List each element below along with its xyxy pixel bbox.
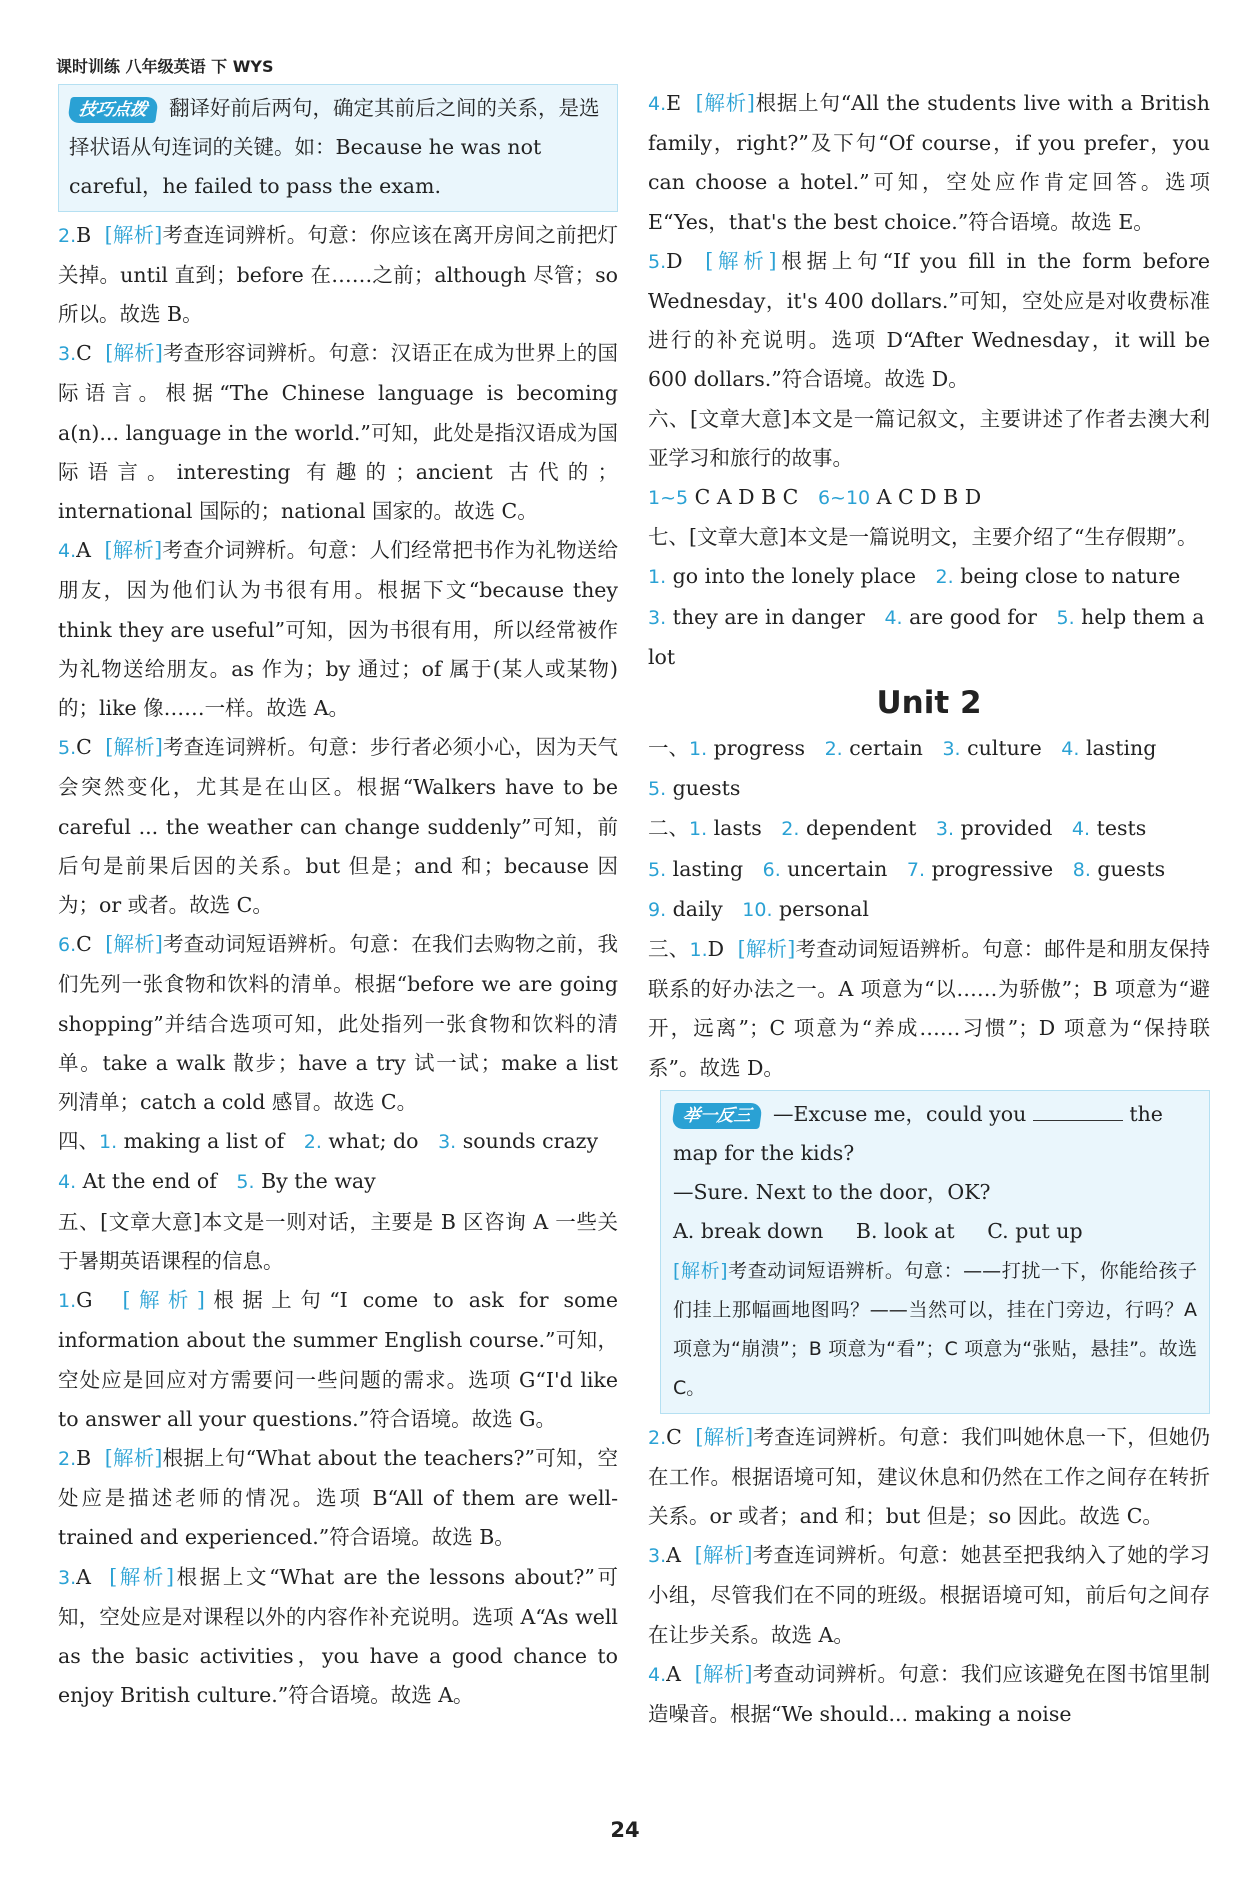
item-number: 4. [58,540,77,563]
item-number: 5. [1056,606,1075,629]
item-number: 4. [1071,818,1091,841]
answer-item [58,334,618,531]
answer-text: sounds crazy [456,1129,599,1154]
answer-item [648,84,1210,242]
answer-item [648,1418,1210,1537]
answer-text: go into the lonely place [666,564,916,589]
item-number: 8. [1072,858,1091,881]
answer-item [58,1558,618,1716]
tip-text: 翻译好前后两句，确定其前后之间的关系，是选择状语从句连词的关键。如：Because he was not careful，he failed to pass the exam. [69,96,600,199]
analysis-tag: [解析] [695,1424,754,1449]
item-number: 3. [648,1545,667,1568]
left-column [58,84,618,1715]
item-number: 1. [689,738,708,761]
item-number: 5. [648,858,667,881]
analysis-text: 考查动词短语辨析。句意：邮件是和朋友保持联系的好办法之一。A 项意为“以……为骄傲”；B 项意为“避开，远离”；C 项意为“养成……习惯”；D 项意为“保持联系”。故选 D。 [648,937,1211,1080]
answer-text: tests [1090,816,1147,841]
answer-line [648,850,1210,890]
answer-letter: B [76,222,105,247]
item-number: 6. [762,858,781,881]
answer-text: C A D B C [688,485,799,510]
analysis-tag: [解析] [694,1543,753,1568]
item-number: 3. [58,343,77,366]
analysis-tag: [解析] [104,1445,163,1470]
unit-heading: Unit 2 [876,685,982,722]
item-number: 4. [884,606,903,629]
answer-text: dependent [799,816,917,841]
item-number: 1~5 [648,487,689,510]
answer-item [58,728,618,925]
answer-text: certain [842,736,923,761]
answer-text: making a list of [117,1129,285,1154]
analysis-text: 考查连词辨析。句意：她甚至把我纳入了她的学习小组，尽管我们在不同的班级。根据语境可知，前后句之间存在让步关系。故选 A。 [648,1543,1210,1647]
analysis-tag: [解析] [105,735,163,760]
answer-line [648,598,1210,677]
item-number: 3. [438,1131,457,1154]
answer-text: guests [1090,856,1166,881]
analysis-tag: [解析] [695,91,755,115]
option: A. break down [673,1219,824,1244]
analysis-tag: [解析] [705,248,777,273]
answer-item [58,1281,618,1439]
analysis-text: 考查连词辨析。句意：步行者必须小心，因为天气会突然变化，尤其是在山区。根据“Walkers have to be careful ... the weather can change suddenly”可知，前后句是前果后因的关系。but 但是；and 和；because 因为；or 或者。故选 C。 [58,735,619,918]
item-number: 2. [58,1447,77,1470]
answer-text: they are in danger [666,604,865,629]
answer-text: daily [666,896,723,921]
item-number: 5. [236,1171,255,1194]
analysis-text: 考查形容词辨析。句意：汉语正在成为世界上的国际语言。根据“The Chinese language is becoming a(n)... language in the world.”可知，此处是指汉语成为国际语言。interesting 有趣的；ancient 古代的；international 国际的；national 国家的。故选 C。 [58,341,619,524]
analysis-tag: [解析] [104,538,163,563]
answer-item [648,242,1210,400]
answer-blank [1033,1100,1123,1121]
item-number: 6. [58,934,77,957]
section-number: 三、 [648,937,690,962]
item-number: 1. [99,1131,118,1154]
analysis-text: 考查动词辨析。句意：我们应该避免在图书馆里制造噪音。根据“We should... making a noise [648,1661,1210,1726]
answer-item [648,1655,1210,1734]
analysis-text: 考查连词辨析。句意：我们叫她休息一下，但她仍在工作。根据语境可知，建议休息和仍然在工作之间存在转折关系。or 或者；and 和；but 但是；so 因此。故选 C。 [648,1424,1211,1528]
item-number: 2. [648,1426,667,1449]
answer-text: help them a lot [648,604,1205,669]
analysis-tag: [解析] [109,1564,175,1589]
item-number: 10. [742,898,773,921]
analysis-tag: [解析] [673,1259,728,1282]
answer-text: lasting [666,856,744,881]
answer-text: culture [960,736,1042,761]
item-number: 3. [942,738,961,761]
item-number: 3. [58,1566,77,1589]
answer-item [58,925,618,1122]
answer-text: By the way [254,1169,376,1194]
answer-text: what; do [321,1129,419,1154]
practice-badge: 举一反三 [671,1103,763,1129]
answer-text: being close to nature [953,564,1181,589]
item-number: 4. [58,1171,77,1194]
analysis-tag: [解析] [737,937,796,962]
analysis-tag: [解析] [104,222,163,247]
answer-item [58,531,618,728]
summary-paragraph: 五、[文章大意]本文是一则对话，主要是 B 区咨询 A 一些关于暑期英语课程的信息。 [58,1209,618,1273]
item-number: 6~10 [817,487,871,510]
analysis-tag: [解析] [105,341,163,366]
answer-letter: D [666,248,706,273]
answer-text: progressive [925,856,1054,881]
answer-item [58,1439,618,1558]
question-reply: —Sure. Next to the door，OK? [673,1180,991,1205]
item-number: 2. [781,818,800,841]
item-number: 1. [648,566,667,589]
analysis-text: 根据上句“What about the teachers?”可知，空处应是描述老师的情况。选项 B“All of them are well-trained and experienced.”符合语境。故选 B。 [58,1445,618,1550]
answer-line [648,890,1210,930]
box-analysis [673,1252,1197,1409]
item-number: 2. [935,566,954,589]
answer-text: uncertain [780,856,888,881]
question-text: —Excuse me，could you [773,1101,1033,1126]
answer-text: lasting [1079,736,1157,761]
practice-box [660,1090,1210,1414]
answer-line [58,1122,618,1162]
answer-letter: A [76,1564,110,1589]
tip-badge: 技巧点拨 [67,97,159,123]
item-number: 9. [648,898,667,921]
analysis-text: 考查介词辨析。句意：人们经常把书作为礼物送给朋友，因为他们认为书很有用。根据下文“because they think they are useful”可知，因为书很有用，所以经常被作为礼物送给朋友。as 作为；by 通过；of 属于(某人或某物)的；like 像……一样。故选 A。 [58,538,619,721]
section-number: 四、 [58,1129,99,1154]
item-number: 2. [824,738,843,761]
item-number: 7. [906,858,926,881]
summary-paragraph: 七、[文章大意]本文是一篇说明文，主要介绍了“生存假期”。 [648,525,1198,550]
item-number: 1. [689,939,708,962]
item-number: 2. [303,1131,322,1154]
item-number: 5. [648,778,667,801]
section-number: 二、 [648,816,689,841]
answer-line [648,809,1210,849]
item-number: 3. [935,818,955,841]
answer-letter: A [666,1661,695,1686]
item-number: 4. [648,1663,667,1686]
answer-line [648,557,1210,597]
item-number: 4. [648,93,667,115]
answer-text: guests [666,776,741,801]
analysis-text: 考查连词辨析。句意：你应该在离开房间之前把灯关掉。until 直到；before 在……之前；although 尽管；so 所以。故选 B。 [58,222,618,327]
item-number: 2. [58,224,77,247]
option: B. look at [855,1219,955,1244]
item-number: 1. [689,818,708,841]
practice-question [673,1095,1197,1173]
analysis-text: 根据上文“What are the lessons about?”可知，空处应是对课程以外的内容作补充说明。选项 A“As well as the basic activities，you have a good chance to enjoy British culture.”符合语境。故选 A。 [58,1564,619,1708]
answer-letter: C [76,735,106,760]
options [673,1212,1197,1251]
option: C. put up [987,1219,1083,1244]
answer-item [58,216,618,335]
analysis-text: 根据上句“If you fill in the form before Wednesday，it's 400 dollars.”可知，空处应是对收费标准进行的补充说明。选项 D“After Wednesday，it will be 600 dollars.”符合语境。故选 D。 [648,248,1210,392]
answer-letter: A [666,1543,695,1568]
page-number: 24 [610,1818,640,1842]
answer-text: provided [954,816,1053,841]
answer-line [58,1162,618,1202]
analysis-tag: [解析] [105,932,163,957]
analysis-tag: [解析] [694,1661,753,1686]
item-number: 3. [648,606,667,629]
analysis-text: 根据上句“I come to ask for some information about the summer English course.”可知，空处应是回应对方需要问一些问题的需求。选项 G“I'd like to answer all your questions.”符合语境。故选 G。 [58,1288,618,1431]
answer-letter: C [76,932,106,957]
item-number: 1. [58,1290,77,1313]
section-number: 一、 [648,736,689,761]
item-number: 5. [648,250,667,273]
answer-text: are good for [902,604,1037,629]
page-header: 课时训练 八年级英语 下 WYS [56,57,274,76]
answer-letter: B [76,1445,105,1470]
answer-text: personal [772,896,869,921]
analysis-text: 考查动词短语辨析。句意：在我们去购物之前，我们先列一张食物和饮料的清单。根据“before we are going shopping”并结合选项可知，此处指列一张食物和饮料的清单。take a walk 散步；have a try 试一试；make a list 列清单；catch a cold 感冒。故选 C。 [58,932,619,1115]
answer-text: lasts [707,816,762,841]
analysis-text: 考查动词短语辨析。句意：——打扰一下，你能给孩子们挂上那幅画地图吗？——当然可以，挂在门旁边，行吗？A 项意为“崩溃”；B 项意为“看”；C 项意为“张贴，悬挂”。故选 C。 [673,1259,1197,1400]
answer-line [648,478,1210,518]
answer-letter: G [76,1288,123,1313]
analysis-text: 根据上句“All the students live with a British family，right?”及下句“Of course，if you prefer，you can choose a hotel.”可知，空处应作肯定回答。选项 E“Yes，that's the best choice.”符合语境。故选 E。 [648,91,1211,234]
analysis-tag: [解析] [122,1288,205,1313]
answer-text: progress [707,736,806,761]
answer-text: A C D B D [870,485,982,510]
answer-letter: D [707,937,738,962]
answer-letter: C [666,1424,696,1449]
answer-line [648,729,1210,769]
item-number: 5. [58,737,77,760]
answer-line [648,769,1210,809]
answer-item [648,1536,1210,1655]
question-text: the map for the kids? [673,1101,1163,1166]
answer-letter: C [76,341,106,366]
answer-letter: E [666,91,696,115]
answer-letter: A [76,538,105,563]
tip-box [58,84,618,212]
item-number: 4. [1061,738,1080,761]
summary-paragraph: 六、[文章大意]本文是一篇记叙文，主要讲述了作者去澳大利亚学习和旅行的故事。 [648,406,1210,470]
answer-text: At the end of [76,1169,217,1194]
answer-item [648,930,1210,1088]
right-column [648,84,1210,1734]
